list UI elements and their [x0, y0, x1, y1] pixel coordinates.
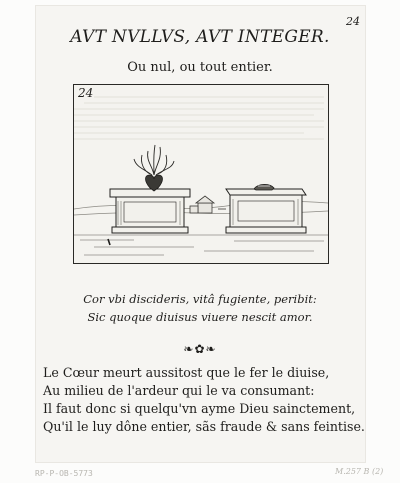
engraved-plate: [73, 84, 329, 264]
ground-hatching-icon: [74, 235, 328, 255]
sky-hatching-icon: [74, 97, 324, 139]
ornament-icon: ❧✿❧: [183, 342, 217, 356]
distant-house-icon: [190, 196, 226, 213]
french-verse-line: Il faut donc si quelqu'vn ayme Dieu sainctement,: [43, 401, 356, 416]
closed-book-icon: [254, 184, 274, 190]
plate-engraving: [74, 85, 328, 263]
folio-number: 24: [346, 15, 360, 28]
altar-icon: [226, 189, 306, 233]
latin-motto: AVT NVLLVS, AVT INTEGER.: [70, 27, 330, 47]
french-verse-line: Au milieu de l'ardeur qui le va consumant:: [43, 383, 315, 398]
latin-verse: [0, 290, 400, 326]
altar-icon: [110, 189, 190, 233]
shelfmark: RP-P-OB-5773: [35, 469, 93, 478]
french-motto: Ou nul, ou tout entier.: [127, 60, 273, 75]
french-verse-line: Qu'il le luy dône entier, sãs fraude & sans feintise.: [43, 419, 365, 434]
catalogue-number: M.257 B (2): [335, 467, 384, 476]
french-verse: [43, 364, 373, 436]
flaming-heart-icon: [134, 145, 174, 191]
plate-number: 24: [78, 86, 94, 100]
french-verse-line: Le Cœur meurt aussitost que le fer le diuise,: [43, 365, 330, 380]
latin-verse-line: Sic quoque diuisus viuere nescit amor.: [87, 310, 313, 324]
latin-verse-line: Cor vbi discideris, vitâ fugiente, peribit:: [83, 292, 317, 306]
